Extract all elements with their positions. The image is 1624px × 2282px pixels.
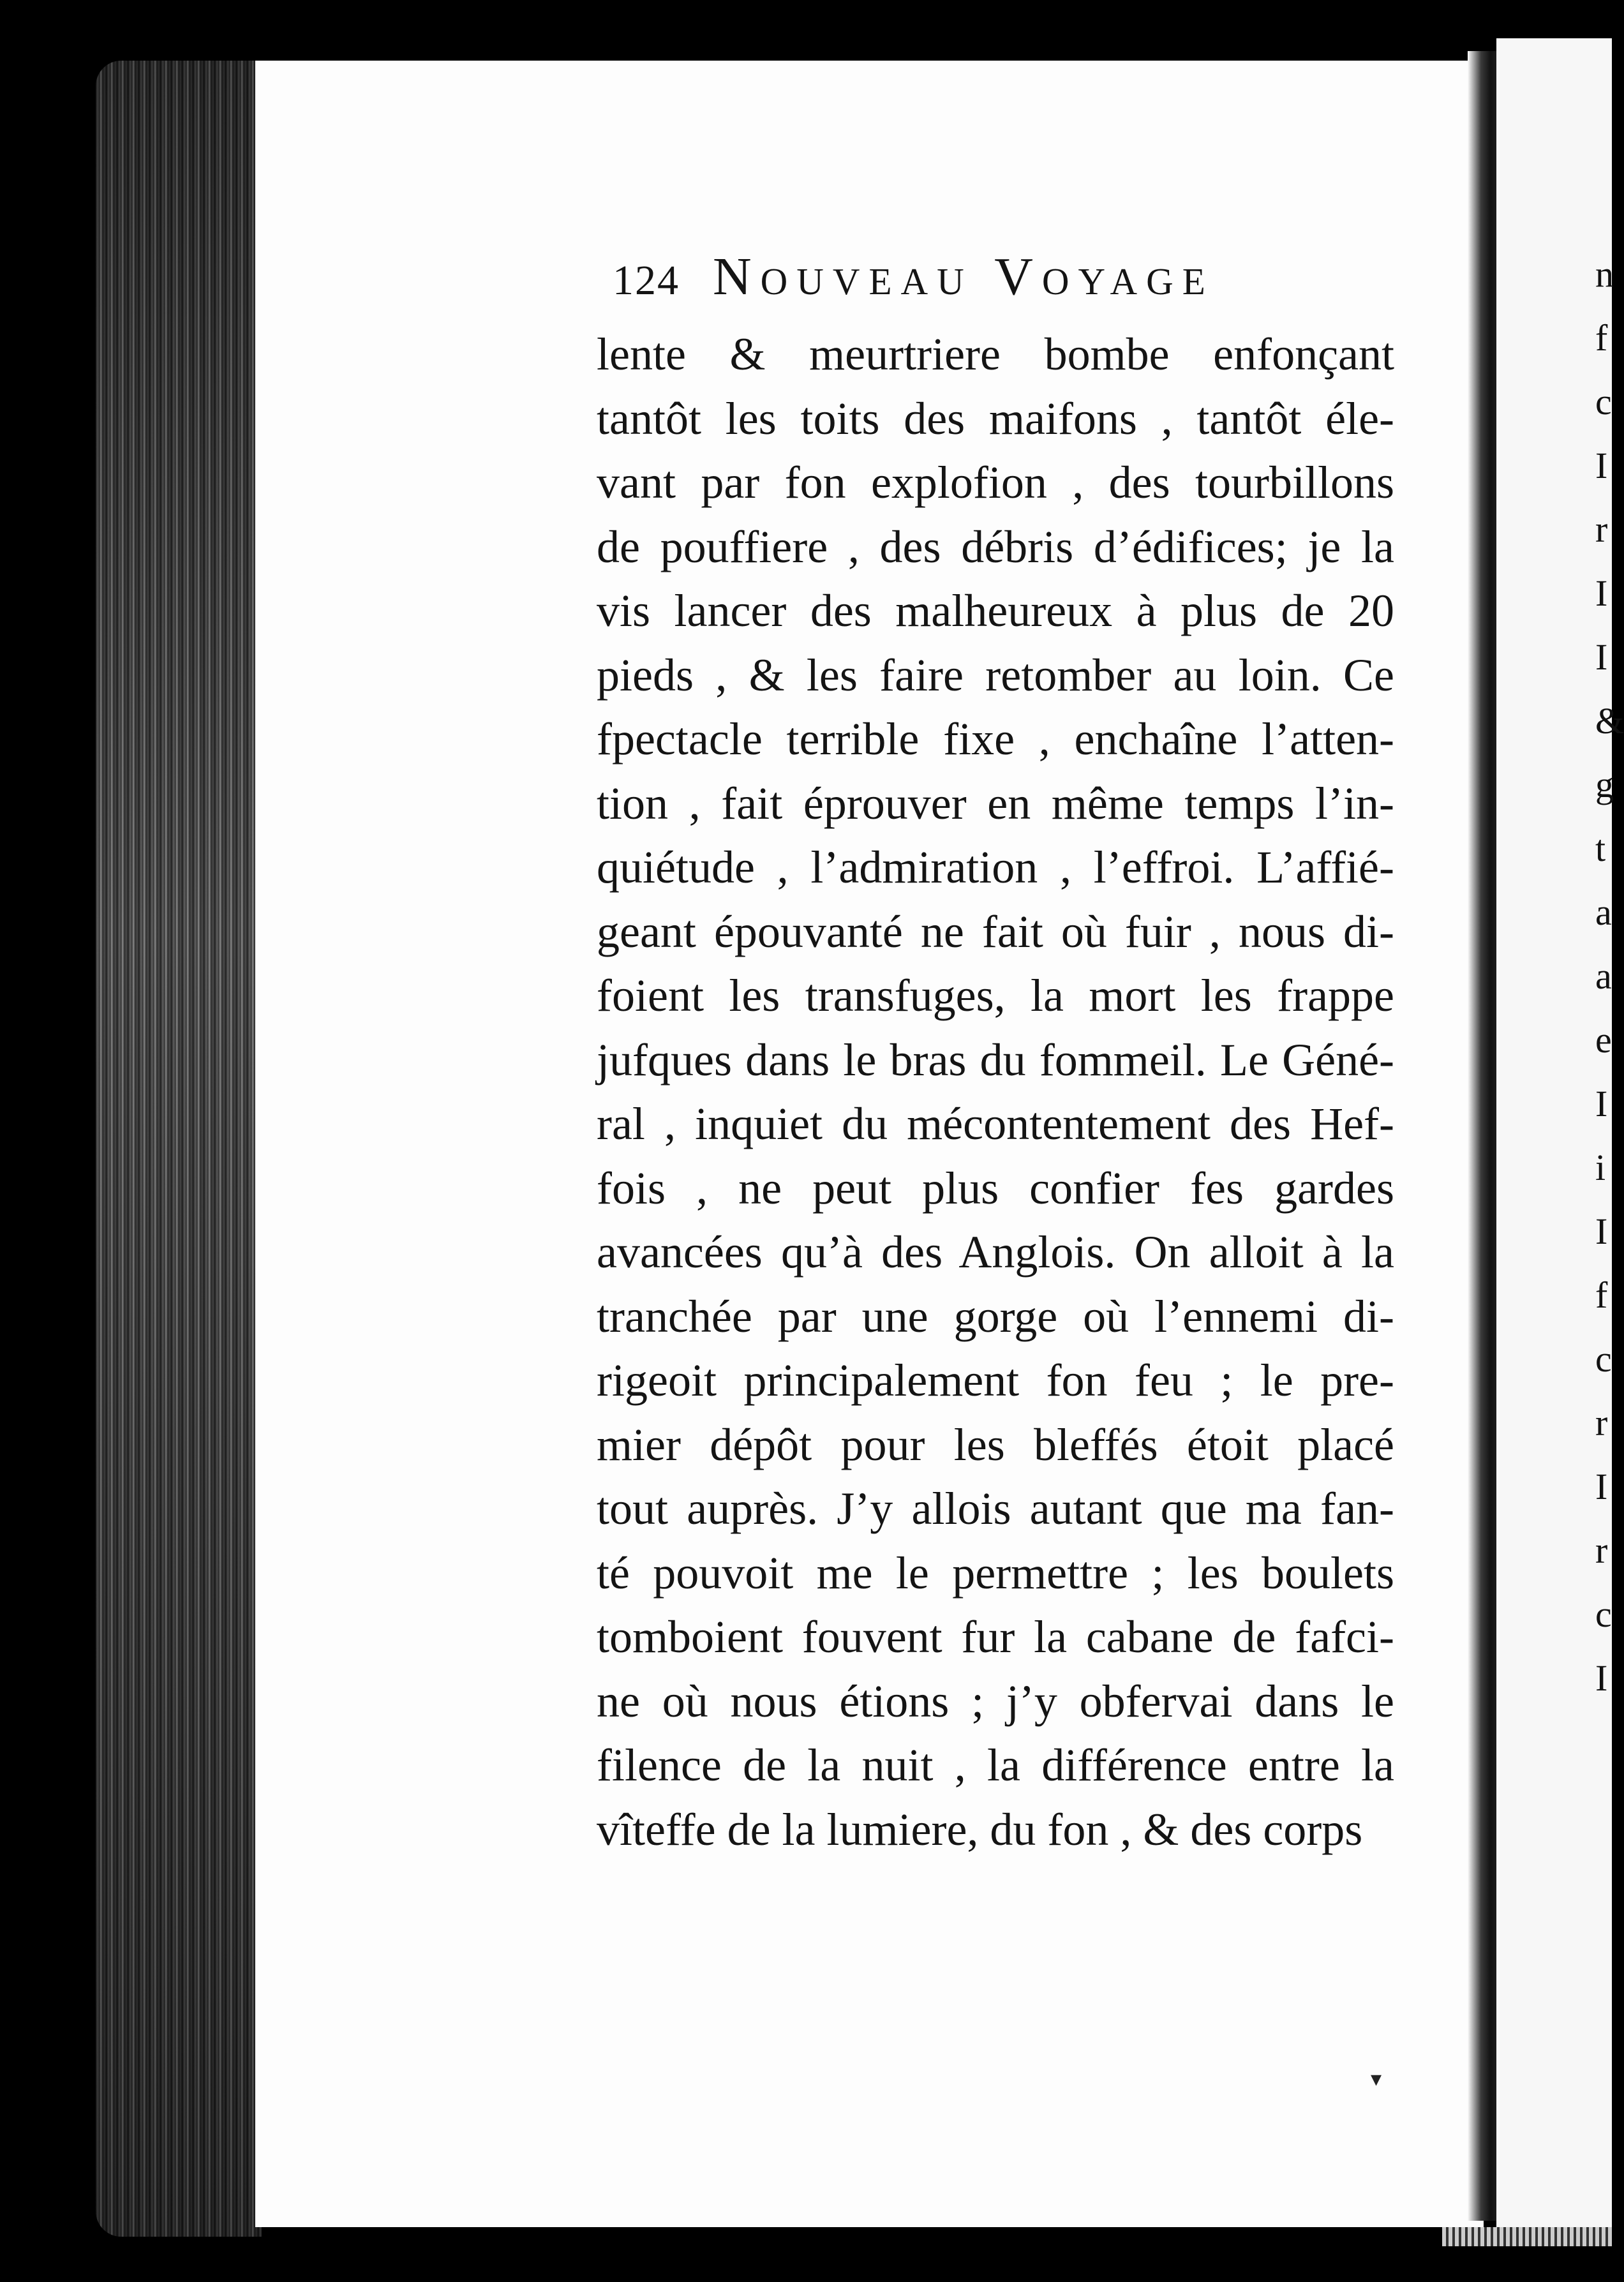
facing-page-letter: I	[1595, 1211, 1608, 1252]
text-line: mier dépôt pour les bleffés étoit placé	[597, 1419, 1394, 1470]
body-text	[597, 322, 1394, 1861]
text-line: foient les transfuges, la mort les frappe	[597, 970, 1394, 1021]
facing-page-letter: r	[1595, 1530, 1608, 1571]
facing-page-letter: a	[1595, 891, 1612, 933]
running-head	[613, 246, 1270, 316]
text-line: ral , inquiet du mécontentement des Hef-	[597, 1098, 1394, 1149]
text-line: tion , fait éprouver en même temps l’in-	[597, 777, 1394, 829]
facing-page-letter: c	[1595, 381, 1612, 422]
text-line: ne où nous étions ; j’y obfervai dans le	[597, 1675, 1394, 1727]
facing-page-letter: c	[1595, 1338, 1612, 1380]
facing-page-letter: I	[1595, 445, 1608, 486]
facing-page-letter: r	[1595, 1402, 1608, 1443]
facing-page-letter: I	[1595, 572, 1608, 614]
facing-page-letter: a	[1595, 955, 1612, 997]
facing-page-letter: &	[1595, 700, 1624, 742]
facing-page-letter: t	[1595, 828, 1606, 869]
text-line: filence de la nuit , la différence entre la	[597, 1740, 1394, 1791]
facing-page-letter: I	[1595, 636, 1608, 678]
facing-page-letter: n	[1595, 253, 1614, 295]
facing-page-letter: i	[1595, 1147, 1606, 1188]
facing-page-letter: r	[1595, 509, 1608, 550]
book-page-edges	[96, 61, 262, 2237]
text-line: fois , ne peut plus confier fes gardes	[597, 1162, 1394, 1214]
text-line: tranchée par une gorge où l’ennemi di-	[597, 1290, 1394, 1342]
bottom-page-edge	[1442, 2227, 1612, 2246]
text-line: tomboient fouvent fur la cabane de fafci-	[597, 1611, 1394, 1662]
text-line: té pouvoit me le permettre ; les boulets	[597, 1547, 1394, 1599]
printer-mark: ▾	[1371, 2068, 1382, 2091]
facing-page-letter: g	[1595, 764, 1614, 805]
text-line: fpectacle terrible fixe , enchaîne l’atten-	[597, 713, 1394, 764]
text-line: jufques dans le bras du fommeil. Le Géné-	[597, 1034, 1394, 1085]
page-number: 124	[613, 257, 680, 304]
text-line: pieds , & les faire retomber au loin. Ce	[597, 649, 1394, 701]
facing-page-letter: f	[1595, 1274, 1608, 1316]
facing-page-letters	[1595, 242, 1624, 1710]
text-line: quiétude , l’admiration , l’effroi. L’affié-	[597, 842, 1394, 893]
text-line: vis lancer des malheureux à plus de 20	[597, 585, 1394, 636]
facing-page-letter: I	[1595, 1083, 1608, 1124]
text-line: vant par fon explofion , des tourbillons	[597, 457, 1394, 508]
text-line: rigeoit principalement fon feu ; le pre-	[597, 1355, 1394, 1406]
facing-page-letter: c	[1595, 1593, 1612, 1635]
facing-page-fragment	[1496, 38, 1624, 2227]
running-head-title: Nouveau Voyage	[713, 247, 1214, 306]
text-line: tantôt les toits des maifons , tantôt éle-	[597, 392, 1394, 444]
facing-page-letter: f	[1595, 317, 1608, 359]
text-line: vîteffe de la lumiere, du fon , & des corps	[597, 1803, 1363, 1855]
facing-page-letter: I	[1595, 1657, 1608, 1699]
text-line: geant épouvanté ne fait où fuir , nous di-	[597, 906, 1394, 957]
text-line: avancées qu’à des Anglois. On alloit à la	[597, 1227, 1394, 1278]
text-line: de pouffiere , des débris d’édifices; je la	[597, 521, 1394, 572]
text-line: lente & meurtriere bombe enfonçant	[597, 329, 1394, 380]
text-line: tout auprès. J’y allois autant que ma fan-	[597, 1483, 1394, 1534]
facing-page-letter: e	[1595, 1019, 1612, 1061]
facing-page-letter: I	[1595, 1466, 1608, 1507]
